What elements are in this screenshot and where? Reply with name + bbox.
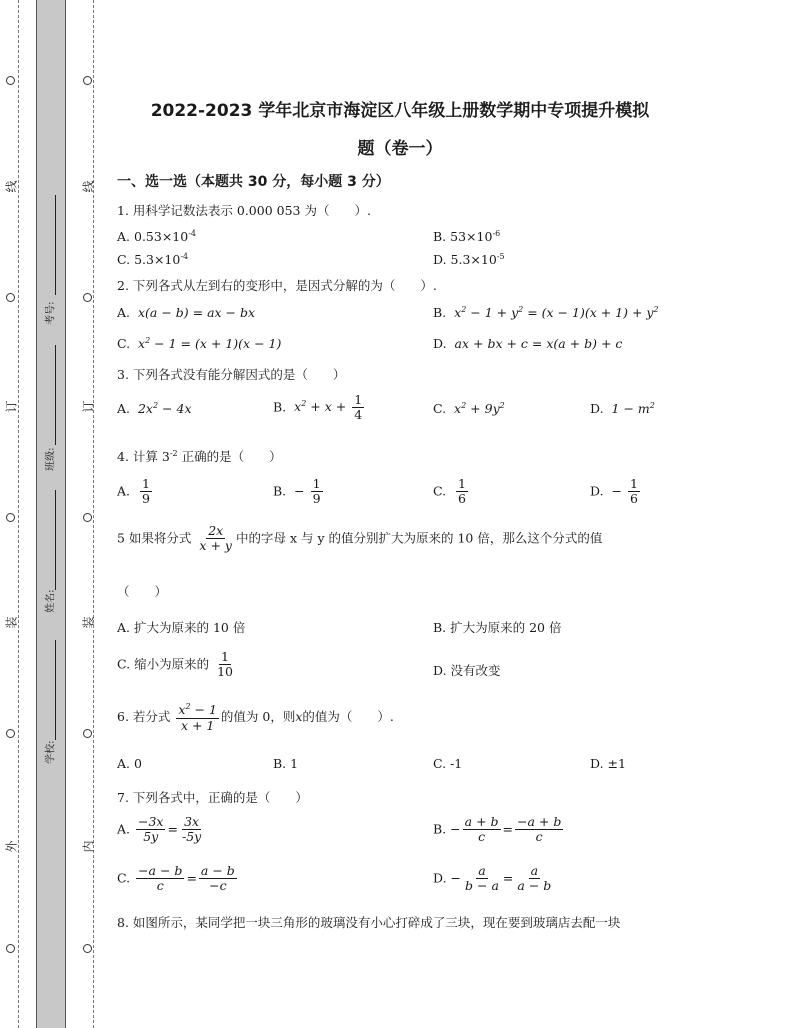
- question-5-paren: （ ）: [117, 584, 168, 599]
- margin-char-zhuang: 装: [81, 616, 96, 629]
- binding-hole: [83, 944, 92, 953]
- question-3-option-c[interactable]: C. $x^2 + 9y^2$: [433, 401, 505, 417]
- margin-char-zhuang: 装: [4, 616, 19, 629]
- field-exam-number-line[interactable]: [55, 195, 56, 295]
- question-6-option-d[interactable]: D. ±1: [590, 756, 626, 771]
- question-6-option-b[interactable]: B. 1: [273, 756, 299, 771]
- fraction: $\frac{1}{4}$: [354, 392, 363, 423]
- question-7-option-c[interactable]: C. $\frac{-a - b}{c}$ = $\frac{a - b}{-c}$: [117, 863, 235, 894]
- question-7-option-b[interactable]: B. − $\frac{a + b}{c}$ = $\frac{-a + b}{c}$: [433, 814, 562, 845]
- binding-hole: [6, 944, 15, 953]
- fraction: $\frac{a}{a - b}$: [517, 863, 552, 894]
- fraction: $\frac{a - b}{-c}$: [200, 863, 235, 894]
- outer-cut-line: [18, 0, 19, 1028]
- fraction: $\frac{a + b}{c}$: [464, 814, 499, 845]
- question-5-option-b[interactable]: B. 扩大为原来的 20 倍: [433, 620, 562, 635]
- margin-char-wai: 外: [4, 840, 19, 853]
- section-heading: 一、选一选（本题共 30 分，每小题 3 分）: [117, 174, 390, 190]
- question-2-option-a[interactable]: A. x(a − b) = ax − bx: [117, 305, 256, 320]
- question-4-option-d[interactable]: D. − $\frac{1}{6}$: [590, 476, 638, 507]
- fraction: $\frac{3x}{-5y}$: [181, 814, 202, 845]
- fraction: $\frac{2x}{x + y}$: [199, 523, 232, 554]
- question-8-stem: 8. 如图所示，某同学把一块三角形的玻璃没有小心打碎成了三块，现在要到玻璃店去配一块: [117, 915, 621, 930]
- question-1-option-a[interactable]: A. $0.53\times 10^{-4}$: [117, 229, 197, 245]
- binding-hole: [6, 293, 15, 302]
- question-4-option-a[interactable]: A. $\frac{1}{9}$: [117, 476, 150, 507]
- question-3-option-a[interactable]: A. $2x^2 - 4x$: [117, 401, 192, 417]
- fraction: $\frac{-a - b}{c}$: [138, 863, 183, 894]
- question-3-stem: 3. 下列各式没有能分解因式的是（ ）: [117, 367, 346, 382]
- question-3-option-d[interactable]: D. $1 - m^2$: [590, 401, 655, 417]
- question-7-option-d[interactable]: D. − $\frac{a}{b - a}$ = $\frac{a}{a - b}$: [433, 863, 552, 894]
- binding-hole: [83, 76, 92, 85]
- question-2-option-c[interactable]: C. $x^2 - 1 = (x + 1)(x - 1)$: [117, 336, 282, 352]
- question-6-option-c[interactable]: C. -1: [433, 756, 463, 771]
- question-2-option-d[interactable]: D. ax + bx + c = x(a + b) + c: [433, 336, 623, 351]
- question-5-option-d[interactable]: D. 没有改变: [433, 663, 501, 678]
- margin-char-ding: 订: [81, 400, 96, 413]
- fraction: $\frac{1}{9}$: [312, 476, 321, 507]
- field-exam-number-label: 考号:: [45, 301, 57, 325]
- question-6-stem: 6. 若分式 $\frac{x^2 - 1}{x + 1}$ 的值为 0，则x的值为（ ）.: [117, 702, 394, 733]
- question-7-stem: 7. 下列各式中，正确的是（ ）: [117, 790, 308, 805]
- fraction: $\frac{1}{6}$: [629, 476, 638, 507]
- fraction: $\frac{x^2 - 1}{x + 1}$: [178, 702, 217, 733]
- binding-hole: [6, 729, 15, 738]
- question-4-stem: 4. 计算 $3^{-2}$ 正确的是（ ）: [117, 448, 282, 464]
- question-5-option-c[interactable]: C. 缩小为原来的 $\frac{1}{10}$: [117, 649, 233, 680]
- binding-strip: [36, 0, 66, 1028]
- fraction: $\frac{-a + b}{c}$: [517, 814, 562, 845]
- fraction: $\frac{a}{b - a}$: [465, 863, 499, 894]
- binding-hole: [83, 513, 92, 522]
- margin-char-xian: 线: [4, 180, 19, 193]
- question-2-stem: 2. 下列各式从左到右的变形中，是因式分解的为（ ）.: [117, 278, 437, 293]
- margin-char-xian: 线: [81, 180, 96, 193]
- question-4-option-c[interactable]: C. $\frac{1}{6}$: [433, 476, 466, 507]
- question-7-option-a[interactable]: A. $\frac{-3x}{5y}$ = $\frac{3x}{-5y}$: [117, 814, 202, 845]
- binding-hole: [83, 293, 92, 302]
- question-1-stem: 1. 用科学记数法表示 0.000 053 为（ ）.: [117, 203, 371, 218]
- question-1-option-d[interactable]: D. $5.3\times 10^{-5}$: [433, 252, 505, 268]
- binding-hole: [83, 729, 92, 738]
- field-school-label: 学校:: [45, 740, 57, 764]
- page-title-line2: 题（卷一）: [357, 139, 443, 159]
- fraction: $\frac{1}{6}$: [458, 476, 466, 507]
- question-5-option-a[interactable]: A. 扩大为原来的 10 倍: [117, 620, 246, 635]
- field-class-label: 班级:: [45, 447, 57, 471]
- question-1-option-c[interactable]: C. $5.3\times 10^{-4}$: [117, 252, 189, 268]
- question-4-option-b[interactable]: B. − $\frac{1}{9}$: [273, 476, 321, 507]
- question-6-option-a[interactable]: A. 0: [117, 756, 142, 771]
- question-1-option-b[interactable]: B. $53\times 10^{-6}$: [433, 229, 501, 245]
- field-school-line[interactable]: [55, 640, 56, 740]
- binding-hole: [6, 513, 15, 522]
- fraction: $\frac{-3x}{5y}$: [138, 814, 164, 845]
- fraction: $\frac{1}{10}$: [217, 649, 233, 680]
- field-name-label: 姓名:: [45, 589, 57, 613]
- question-2-option-b[interactable]: B. $x^2 - 1 + y^2 = (x - 1)(x + 1) + y^2$: [433, 305, 659, 321]
- inner-cut-line: [93, 0, 94, 1028]
- question-3-option-b[interactable]: B. $x^2 + x$ + $\frac{1}{4}$: [273, 392, 363, 423]
- question-5-stem: 5 如果将分式 $\frac{2x}{x + y}$ 中的字母 x 与 y 的值分别扩大为原来的 10 倍，那么这个分式的值: [117, 523, 603, 554]
- field-class-line[interactable]: [55, 345, 56, 445]
- binding-hole: [6, 76, 15, 85]
- page-title-line1: 2022-2023 学年北京市海淀区八年级上册数学期中专项提升模拟: [150, 101, 650, 121]
- margin-char-nei: 内: [81, 840, 96, 853]
- field-name-line[interactable]: [55, 490, 56, 590]
- fraction: $\frac{1}{9}$: [141, 476, 150, 507]
- margin-char-ding: 订: [4, 400, 19, 413]
